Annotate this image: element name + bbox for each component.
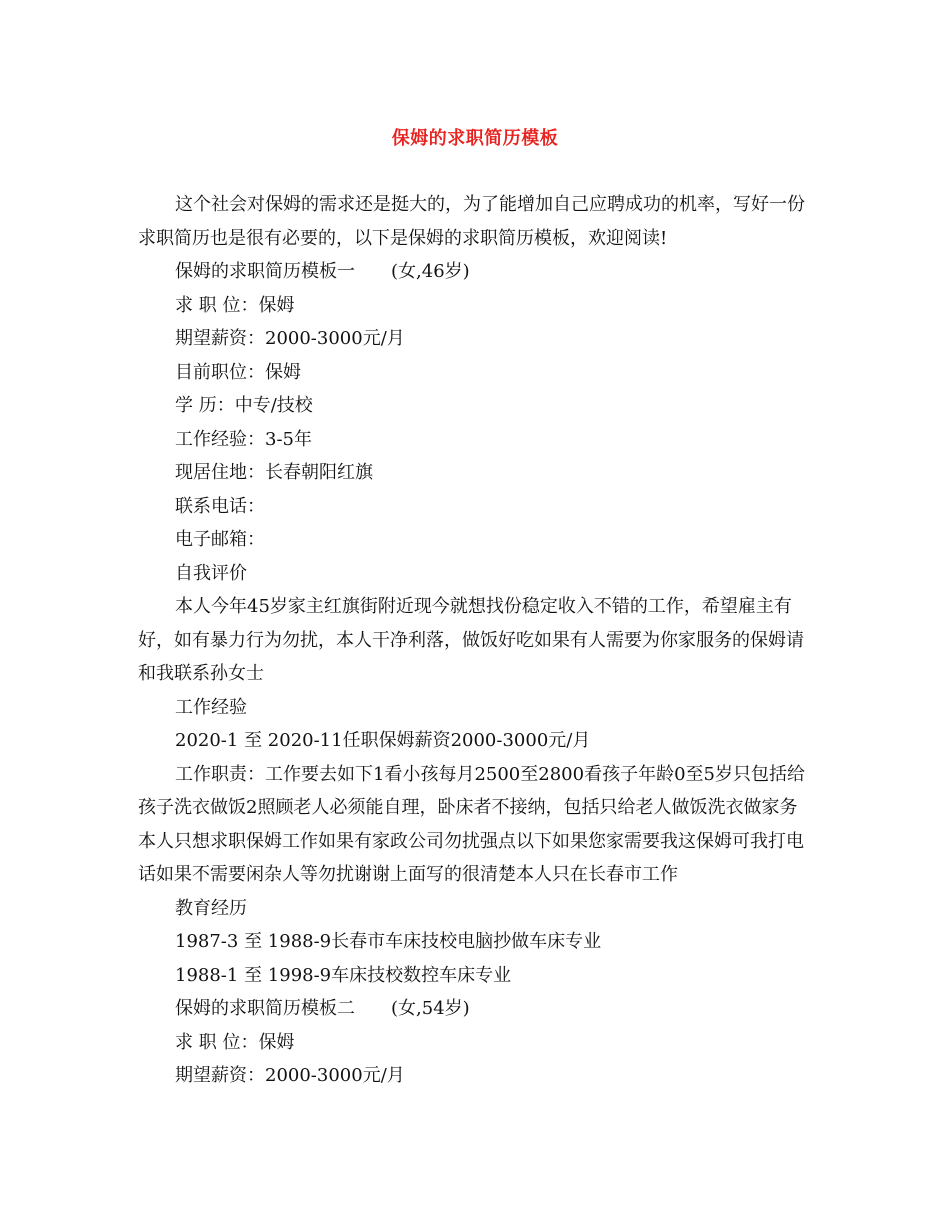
education-entry-1: 1987-3 至 1988-9长春市车床技校电脑抄做车床专业 xyxy=(175,931,602,952)
work-experience-heading: 工作经验 xyxy=(175,696,247,718)
self-evaluation-paragraph: 本人今年45岁家主红旗街附近现今就想找份稳定收入不错的工作，希望雇主有好，如有暴力行为勿扰，本人干净利落，做饭好吃如果有人需要为你家服务的保姆请和我联系孙女士 xyxy=(138,596,804,684)
template-one-heading: 保姆的求职简历模板一 (女,46岁) xyxy=(175,261,470,282)
education-level-line: 学 历：中专/技校 xyxy=(175,395,313,416)
job-position-line: 求 职 位：保姆 xyxy=(175,294,295,316)
job-duties-paragraph: 工作职责：工作要去如下1看小孩每月2500至2800看孩子年龄0至5岁只包括给孩子洗衣做饭2照顾老人必须能自理，卧床者不接纳，包括只给老人做饭洗衣做家务本人只想求职保姆工作如果有家政公司勿扰强点以下如果您家需要我这保姆可我打电话如果不需要闲杂人等勿扰谢谢上面写的很清楚本人只在长春市工作 xyxy=(138,763,805,885)
phone-line: 联系电话： xyxy=(175,495,265,517)
expected-salary-line-2: 期望薪资：2000-3000元/月 xyxy=(175,1065,405,1086)
residence-line: 现居住地：长春朝阳红旗 xyxy=(175,462,373,483)
expected-salary-line: 期望薪资：2000-3000元/月 xyxy=(175,328,405,349)
template-two-heading: 保姆的求职简历模板二 (女,54岁) xyxy=(175,998,470,1019)
job-position-line-2: 求 职 位：保姆 xyxy=(175,1031,295,1053)
work-experience-entry: 2020-1 至 2020-11任职保姆薪资2000-3000元/月 xyxy=(175,730,591,751)
education-heading: 教育经历 xyxy=(175,897,247,919)
current-position-line: 目前职位：保姆 xyxy=(175,361,301,383)
self-evaluation-heading: 自我评价 xyxy=(175,562,247,584)
email-line: 电子邮箱： xyxy=(175,529,265,550)
work-experience-years-line: 工作经验：3-5年 xyxy=(175,428,312,450)
education-entry-2: 1988-1 至 1998-9车床技校数控车床专业 xyxy=(175,964,512,986)
document-body xyxy=(138,188,814,1093)
document-title: 保姆的求职简历模板 xyxy=(391,128,559,149)
intro-paragraph: 这个社会对保姆的需求还是挺大的，为了能增加自己应聘成功的机率，写好一份求职简历也是很有必要的，以下是保姆的求职简历模板，欢迎阅读! xyxy=(138,194,805,249)
